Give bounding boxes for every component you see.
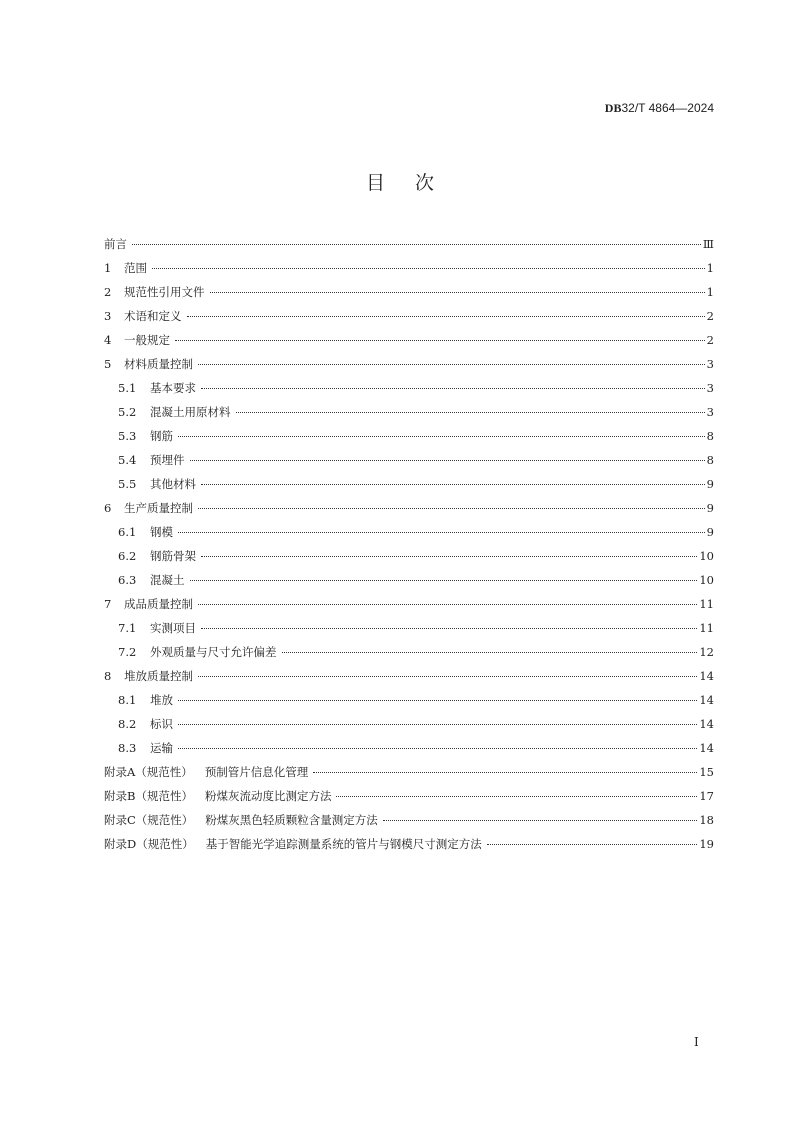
toc-entry[interactable] [104, 260, 714, 284]
toc-entry-label: 术语和定义 [124, 309, 182, 323]
dot-leader [236, 412, 705, 413]
page-title: 目次 [365, 172, 464, 194]
dot-leader [201, 628, 697, 629]
dot-leader [198, 364, 705, 365]
toc-entry-page: 3 [706, 381, 714, 395]
toc-entry-number: 6.2 [118, 549, 137, 563]
toc-entry-page: 8 [706, 453, 714, 467]
toc-entry-number: 5 [104, 357, 112, 371]
toc-entry[interactable] [104, 452, 714, 476]
toc-entry-label: 粉煤灰流动度比测定方法 [204, 789, 332, 803]
toc-entry-number: 5.2 [118, 405, 137, 419]
toc-entry[interactable] [104, 692, 714, 716]
toc-entry[interactable] [104, 356, 714, 380]
dot-leader [152, 268, 705, 269]
toc-entry-page: 9 [706, 501, 714, 515]
toc-entry[interactable] [104, 524, 714, 548]
page-number: I [694, 1035, 699, 1049]
code-number: 32/T 4864—2024 [621, 101, 714, 115]
toc-entry-page: 15 [699, 765, 714, 779]
toc-entry[interactable] [104, 332, 714, 356]
toc-entry-page: 2 [706, 309, 714, 323]
toc-entry[interactable] [104, 308, 714, 332]
toc-entry-number: 2 [104, 285, 112, 299]
toc-entry[interactable] [104, 500, 714, 524]
dot-leader [383, 820, 698, 821]
toc-entry[interactable] [104, 596, 714, 620]
toc-entry-label: 混凝土 [150, 573, 185, 587]
toc-entry-number: 7.2 [118, 645, 137, 659]
toc-entry-page: 14 [699, 741, 714, 755]
toc-entry-page: 12 [699, 645, 714, 659]
dot-leader [178, 436, 705, 437]
toc-entry-number: 6.1 [118, 525, 137, 539]
toc-entry[interactable] [104, 284, 714, 308]
toc-entry[interactable] [104, 668, 714, 692]
toc-entry-page: 2 [706, 333, 714, 347]
toc-entry-page: 1 [706, 261, 714, 275]
dot-leader [178, 532, 705, 533]
toc-entry-page: 1 [706, 285, 714, 299]
dot-leader [178, 724, 697, 725]
toc-entry[interactable] [104, 764, 714, 788]
toc-entry-label: 运输 [150, 741, 173, 755]
toc-entry[interactable] [104, 572, 714, 596]
toc-entry-number: 附录B（规范性） [104, 789, 193, 803]
toc-entry[interactable] [104, 428, 714, 452]
toc-entry-label: 规范性引用文件 [124, 285, 205, 299]
dot-leader [178, 700, 697, 701]
dot-leader [198, 604, 697, 605]
toc-entry-page: 14 [699, 669, 714, 683]
toc-entry-label: 钢筋骨架 [150, 549, 196, 563]
toc-entry-label: 前言 [104, 237, 127, 251]
toc-entry-number: 3 [104, 309, 112, 323]
toc-entry-number: 附录C（规范性） [104, 813, 194, 827]
toc-entry[interactable] [104, 236, 714, 260]
toc-entry-page: 17 [699, 789, 714, 803]
toc-entry[interactable] [104, 476, 714, 500]
document-code [605, 101, 714, 116]
toc-entry[interactable] [104, 380, 714, 404]
dot-leader [187, 316, 705, 317]
toc-entry-number: 8.2 [118, 717, 137, 731]
dot-leader [198, 508, 705, 509]
toc-entry-number: 附录D（规范性） [104, 837, 194, 851]
dot-leader [190, 580, 698, 581]
toc-entry-label: 范围 [124, 261, 147, 275]
dot-leader [282, 652, 698, 653]
dot-leader [201, 556, 697, 557]
toc-entry-number: 7.1 [118, 621, 137, 635]
toc-entry-label: 其他材料 [150, 477, 196, 491]
toc-entry[interactable] [104, 644, 714, 668]
toc-entry-label: 堆放质量控制 [124, 669, 193, 683]
toc-entry-label: 预埋件 [150, 453, 185, 467]
toc-entry-label: 混凝土用原材料 [150, 405, 231, 419]
toc-entry[interactable] [104, 788, 714, 812]
toc-entry-number: 4 [104, 333, 112, 347]
dot-leader [487, 844, 698, 845]
toc-entry-page: 14 [699, 717, 714, 731]
toc-entry[interactable] [104, 620, 714, 644]
toc-entry-page: 3 [706, 405, 714, 419]
toc-entry-label: 实测项目 [150, 621, 196, 635]
toc-entry-label: 材料质量控制 [124, 357, 193, 371]
toc-entry-page: 10 [699, 549, 714, 563]
toc-entry-label: 粉煤灰黑色轻质颗粒含量测定方法 [205, 813, 378, 827]
toc-entry-number: 5.5 [118, 477, 137, 491]
toc-entry-number: 1 [104, 261, 112, 275]
toc-entry-label: 基于智能光学追踪测量系统的管片与钢模尺寸测定方法 [205, 837, 482, 851]
toc-entry-page: 9 [706, 477, 714, 491]
toc-entry-page: 3 [706, 357, 714, 371]
toc-entry-number: 8.1 [118, 693, 137, 707]
toc-entry-label: 堆放 [150, 693, 173, 707]
table-of-contents [104, 236, 714, 860]
dot-leader [132, 244, 701, 245]
dot-leader [201, 388, 705, 389]
dot-leader [198, 676, 697, 677]
toc-entry-page: 11 [699, 597, 714, 611]
toc-entry-label: 预制管片信息化管理 [204, 765, 309, 779]
toc-entry-number: 附录A（规范性） [104, 765, 193, 779]
toc-entry-label: 一般规定 [124, 333, 170, 347]
toc-entry-page: 8 [706, 429, 714, 443]
toc-entry[interactable] [104, 740, 714, 764]
toc-entry-number: 5.3 [118, 429, 137, 443]
dot-leader [178, 748, 697, 749]
toc-entry[interactable] [104, 548, 714, 572]
toc-entry-label: 成品质量控制 [124, 597, 193, 611]
code-prefix: DB [604, 101, 622, 115]
toc-entry-label: 基本要求 [150, 381, 196, 395]
toc-entry-number: 5.4 [118, 453, 137, 467]
dot-leader [201, 484, 705, 485]
toc-entry-page: 11 [699, 621, 714, 635]
toc-entry-page: 10 [699, 573, 714, 587]
toc-entry[interactable] [104, 716, 714, 740]
toc-entry-number: 8.3 [118, 741, 137, 755]
toc-entry[interactable] [104, 812, 714, 836]
dot-leader [336, 796, 697, 797]
toc-entry-label: 外观质量与尺寸允许偏差 [150, 645, 277, 659]
dot-leader [313, 772, 697, 773]
toc-entry-label: 生产质量控制 [124, 501, 193, 515]
toc-entry-number: 6 [104, 501, 112, 515]
toc-entry-page: Ⅲ [702, 237, 714, 251]
toc-entry-number: 5.1 [118, 381, 137, 395]
toc-entry-page: 18 [699, 813, 714, 827]
dot-leader [190, 460, 705, 461]
toc-entry-label: 标识 [150, 717, 173, 731]
toc-entry-page: 14 [699, 693, 714, 707]
toc-entry-page: 9 [706, 525, 714, 539]
toc-entry-number: 7 [104, 597, 112, 611]
toc-entry-number: 8 [104, 669, 112, 683]
toc-entry-page: 19 [699, 837, 714, 851]
toc-entry-number: 6.3 [118, 573, 137, 587]
dot-leader [210, 292, 705, 293]
toc-entry-label: 钢筋 [150, 429, 173, 443]
toc-entry-label: 钢模 [150, 525, 173, 539]
toc-entry[interactable] [104, 404, 714, 428]
toc-entry[interactable] [104, 836, 714, 860]
dot-leader [175, 340, 705, 341]
